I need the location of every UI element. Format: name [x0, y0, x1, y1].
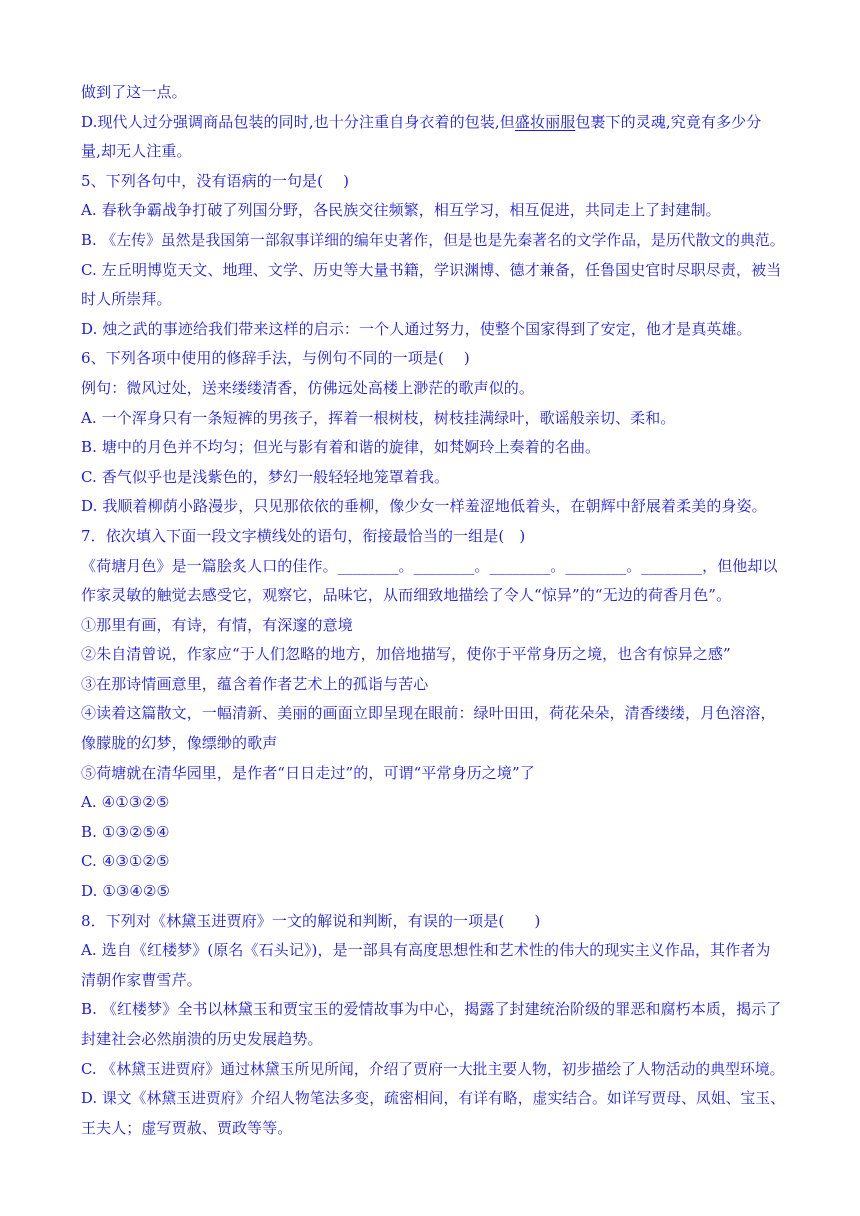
- q5-option-b: B. 《左传》虽然是我国第一部叙事详细的编年史著作，但是也是先秦著名的文学作品，是历代散文的典范。: [81, 231, 785, 249]
- q8-option-a: A. 选自《红楼梦》(原名《石头记》)，是一部具有高度思想性和艺术性的伟大的现实主义作品，其作者为: [81, 941, 771, 960]
- q6-example: 例句：微风过处，送来缕缕清香，仿佛远处高楼上渺茫的歌声似的。: [81, 378, 535, 397]
- text-run: 包裹下的灵魂,究竟有多少分: [575, 112, 762, 131]
- q7-passage: 《荷塘月色》是一篇脍炙人口的佳作。________。________。________。________。________，但他却以: [81, 556, 778, 575]
- q6-option-b: B. 塘中的月色并不均匀；但光与影有着和谐的旋律，如梵婀玲上奏着的名曲。: [81, 438, 601, 457]
- q7-option-b: B. ①③②⑤④: [81, 822, 170, 841]
- question-6-stem: 6、下列各项中使用的修辞手法，与例句不同的一项是( ): [81, 349, 470, 368]
- question-7-stem: 7．依次填入下面一段文字横线处的语句，衔接最恰当的一组是( ): [81, 526, 526, 545]
- question-8-stem: 8．下列对《林黛玉进贾府》一文的解说和判断，有误的一项是( ): [81, 911, 541, 930]
- q7-sentence-5: ⑤荷塘就在清华园里，是作者“日日走过”的，可谓“平常身历之境”了: [81, 763, 535, 782]
- text-line: 做到了这一点。: [81, 83, 187, 101]
- q8-option-b: B. 《红楼梦》全书以林黛玉和贾宝玉的爱情故事为中心，揭露了封建统治阶级的罪恶和腐朽本质，揭示了: [81, 1000, 782, 1019]
- q7-sentence-4-cont: 像朦胧的幻梦，像缥缈的歌声: [81, 734, 278, 753]
- q7-option-c: C. ④③①②⑤: [81, 852, 170, 871]
- q8-option-a-cont: 清朝作家曹雪芹。: [81, 970, 202, 989]
- underlined-term: 盛妆丽服: [514, 112, 576, 131]
- q7-sentence-4: ④读着这篇散文，一幅清新、美丽的画面立即呈现在眼前：绿叶田田，荷花朵朵，清香缕缕，月色溶溶，: [81, 704, 776, 723]
- q5-option-a: A. 春秋争霸战争打破了列国分野，各民族交往频繁，相互学习，相互促进，共同走上了封建制。: [81, 201, 721, 220]
- q6-option-d: D. 我顺着柳荫小路漫步，只见那依依的垂柳，像少女一样羞涩地低着头，在朝辉中舒展着柔美的身姿。: [81, 497, 767, 516]
- text-line: 量,却无人注重。: [81, 142, 192, 161]
- q7-passage-cont: 作家灵敏的触觉去感受它，观察它，品味它，从而细致地描绘了令人“惊异”的“无边的荷香月色”。: [81, 586, 732, 605]
- q5-option-c: C. 左丘明博览天文、地理、文学、历史等大量书籍，学识渊博、德才兼备，任鲁国史官时尽职尽责，被当: [81, 260, 782, 279]
- q8-option-d-cont: 王夫人；虚写贾赦、贾政等等。: [81, 1118, 293, 1137]
- q8-option-b-cont: 封建社会必然崩溃的历史发展趋势。: [81, 1030, 323, 1048]
- text-run: D.现代人过分强调商品包装的同时,也十分注重自身衣着的包装,但: [81, 112, 515, 131]
- q7-sentence-2: ②朱自清曾说，作家应“于人们忽略的地方，加倍地描写，使你于平常身历之境，也含有惊异之感”: [81, 645, 731, 664]
- q8-option-c: C. 《林黛玉进贾府》通过林黛玉所见所闻，介绍了贾府一大批主要人物，初步描绘了人物活动的典型环境。: [81, 1060, 785, 1078]
- q6-option-a: A. 一个浑身只有一条短裤的男孩子，挥着一根树枝，树枝挂满绿叶，歌谣般亲切、柔和。: [81, 408, 676, 427]
- q7-option-a: A. ④①③②⑤: [81, 793, 170, 812]
- q5-option-d: D. 烛之武的事迹给我们带来这样的启示：一个人通过努力，使整个国家得到了安定，他才是真英雄。: [81, 319, 752, 338]
- q7-sentence-1: ①那里有画，有诗，有情，有深邃的意境: [81, 615, 353, 634]
- text-line: [81, 108, 791, 138]
- q6-option-c: C. 香气似乎也是浅紫色的，梦幻一般轻轻地笼罩着我。: [81, 467, 450, 486]
- document-page: [81, 78, 791, 1143]
- q7-option-d: D. ①③④②⑤: [81, 882, 171, 901]
- question-5-stem: 5、下列各句中，没有语病的一句是( ): [81, 171, 350, 190]
- q7-sentence-3: ③在那诗情画意里，蕴含着作者艺术上的孤诣与苦心: [81, 674, 429, 693]
- q8-option-d: D. 课文《林黛玉进贾府》介绍人物笔法多变，疏密相间，有详有略，虚实结合。如详写贾母、凤姐、宝玉、: [81, 1090, 786, 1108]
- q5-option-c-cont: 时人所崇拜。: [81, 290, 172, 309]
